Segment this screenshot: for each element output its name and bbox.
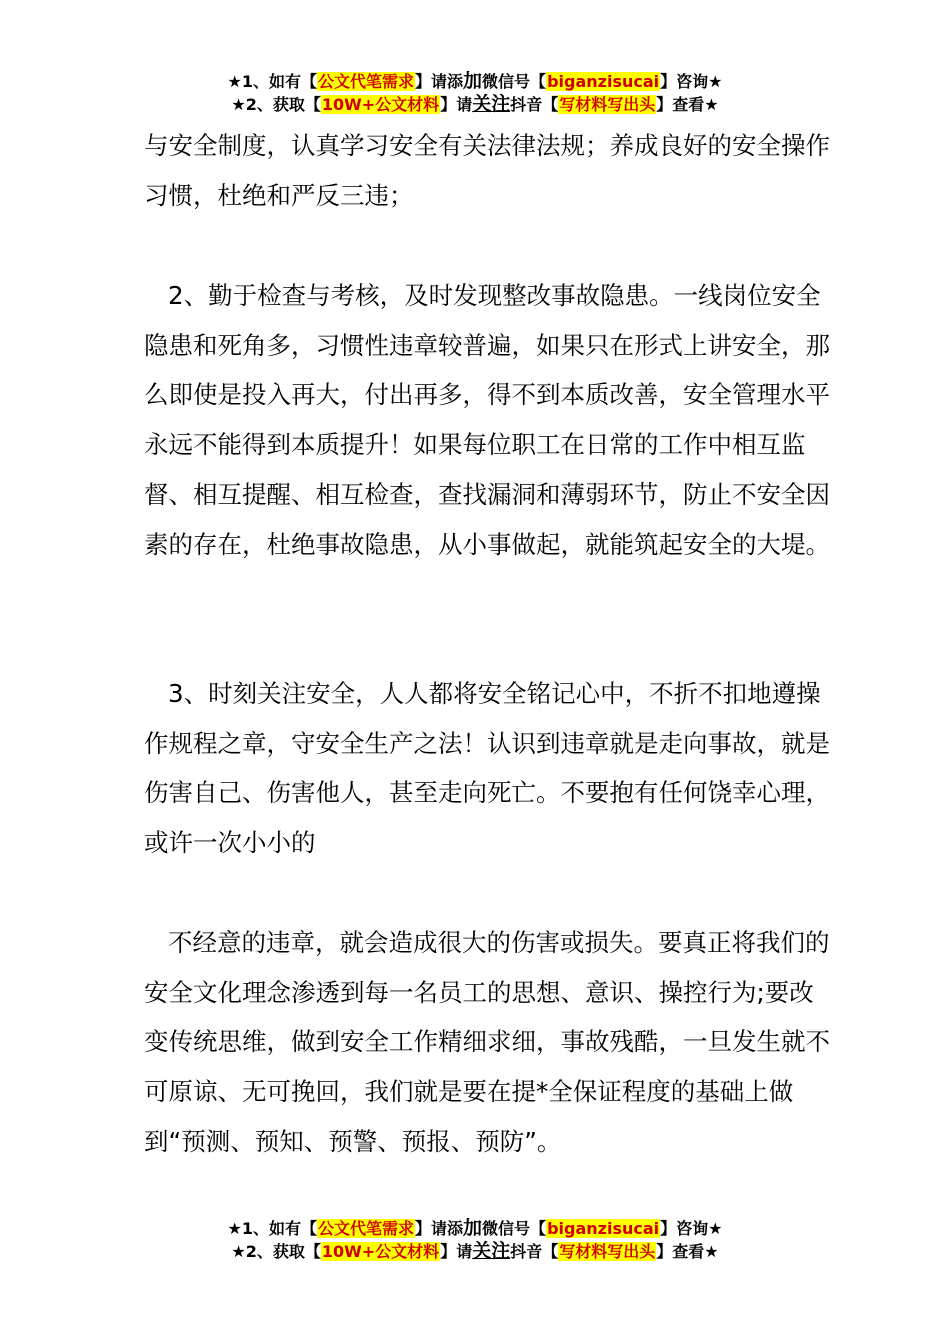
banner-2-mid1: 】请 bbox=[440, 95, 473, 114]
footer-1-mid2: 微信号【 bbox=[482, 1219, 547, 1238]
body-paragraph-2: 2、勤于检查与考核，及时发现整改事故隐患。一线岗位安全隐患和死角多，习惯性违章较普遍，如果只在形式上讲安全，那么即使是投入再大，付出再多，得不到本质改善，安全管理水平永远不能得到本质提升！如果每位职工在日常的工作中相互监督、相互提醒、相互检查，查找漏洞和薄弱环节，防止不安全因素的存在，杜绝事故隐患，从小事做起，就能筑起安全的大堤。 bbox=[144, 281, 830, 559]
footer-1-highlight-service: 公文代笔需求 bbox=[318, 1219, 415, 1238]
banner-1-prefix: ★1、如有【 bbox=[227, 72, 317, 91]
footer-1-suffix: 】咨询★ bbox=[660, 1219, 723, 1238]
banner-1-suffix: 】咨询★ bbox=[660, 72, 723, 91]
footer-2-suffix: 】查看★ bbox=[656, 1242, 719, 1261]
footer-2-mid2: 抖音【 bbox=[510, 1242, 559, 1261]
footer-1-prefix: ★1、如有【 bbox=[227, 1219, 317, 1238]
banner-2-prefix: ★2、获取【 bbox=[231, 95, 321, 114]
footer-2-highlight-douyin: 写材料写出头 bbox=[559, 1242, 656, 1261]
body-paragraph-1: 与安全制度，认真学习安全有关法律法规；养成良好的安全操作习惯，杜绝和严反三违； bbox=[144, 131, 830, 210]
banner-1-highlight-service: 公文代笔需求 bbox=[318, 72, 415, 91]
footer-2-mid1: 】请 bbox=[440, 1242, 473, 1261]
banner-2-highlight-materials: 10W+公文材料 bbox=[321, 95, 440, 114]
footer-2-underlined: 关注 bbox=[472, 1240, 511, 1262]
footer-2-prefix: ★2、获取【 bbox=[231, 1242, 321, 1261]
footer-banner bbox=[0, 1217, 950, 1263]
body-paragraph-4: 不经意的违章，就会造成很大的伤害或损失。要真正将我们的安全文化理念渗透到每一名员工的思想、意识、操控行为;要改变传统思维，做到安全工作精细求细，事故残酷，一旦发生就不可原谅、无可挽回，我们就是要在提*全保证程度的基础上做到“预测、预知、预警、预报、预防”。 bbox=[144, 928, 830, 1156]
banner-2-mid2: 抖音【 bbox=[510, 95, 559, 114]
banner-line-2 bbox=[0, 93, 950, 116]
footer-banner-line-1 bbox=[0, 1217, 950, 1240]
banner-1-mid1: 】请添 bbox=[415, 72, 464, 91]
body-paragraph-3: 3、时刻关注安全，人人都将安全铭记心中，不折不扣地遵操作规程之章，守安全生产之法！认识到违章就是走向事故，就是伤害自己、伤害他人，甚至走向死亡。不要抱有任何饶幸心理，或许一次小小的 bbox=[144, 679, 830, 858]
banner-1-mid2: 微信号【 bbox=[482, 72, 547, 91]
footer-1-highlight-wechat: biganzisucai bbox=[547, 1219, 660, 1238]
footer-1-big-char: 加 bbox=[463, 1217, 483, 1239]
banner-2-underlined: 关注 bbox=[472, 93, 511, 115]
footer-1-mid1: 】请添 bbox=[415, 1219, 464, 1238]
banner-line-1 bbox=[0, 70, 950, 93]
banner-2-suffix: 】查看★ bbox=[656, 95, 719, 114]
footer-banner-line-2 bbox=[0, 1240, 950, 1263]
banner-2-highlight-douyin: 写材料写出头 bbox=[559, 95, 656, 114]
banner-1-highlight-wechat: biganzisucai bbox=[547, 72, 660, 91]
footer-2-highlight-materials: 10W+公文材料 bbox=[321, 1242, 440, 1261]
banner-1-big-char: 加 bbox=[463, 70, 483, 92]
header-banner bbox=[0, 70, 950, 116]
